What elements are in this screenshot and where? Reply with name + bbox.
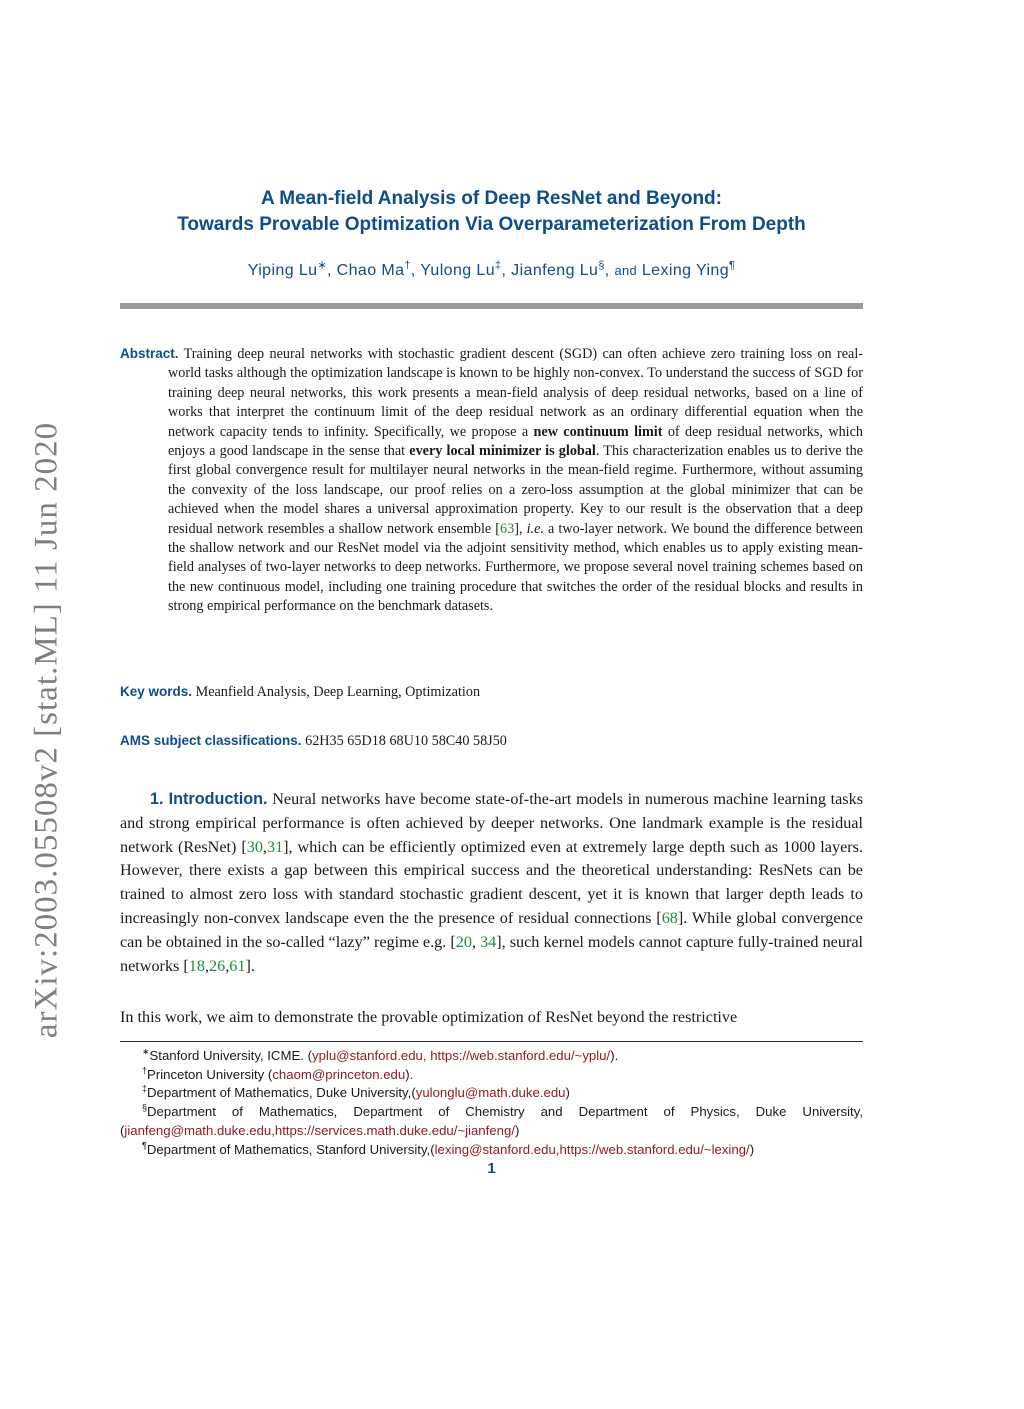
url-link[interactable]: , bbox=[422, 1048, 431, 1063]
footnote-mark: § bbox=[142, 1102, 147, 1113]
ams-text: 62H35 65D18 68U10 58C40 58J50 bbox=[301, 733, 507, 749]
footnote-stanford-math: ¶Department of Mathematics, Stanford University,(lexing@stanford.edu,https://web.stanford.edu/~lexing/) bbox=[142, 1140, 755, 1157]
footnote-mark: ‡ bbox=[142, 1084, 147, 1095]
footnote-mark: † bbox=[142, 1065, 147, 1076]
arxiv-id-vertical-label: arXiv:2003.05508v2 [stat.ML] 11 Jun 2020 bbox=[28, 421, 65, 1039]
citation-link[interactable]: 34 bbox=[480, 932, 497, 951]
citation-link[interactable]: 30 bbox=[246, 837, 263, 856]
footnote-rule bbox=[120, 1041, 863, 1042]
url-link[interactable]: lexing@stanford.edu,https://web.stanford.edu/~lexing/ bbox=[434, 1141, 750, 1157]
footnote-stanford: ∗Stanford University, ICME. (yplu@stanford.edu, https://web.stanford.edu/~yplu/). bbox=[142, 1046, 619, 1063]
url-link[interactable]: yulonglu@math.duke.edu bbox=[415, 1085, 566, 1101]
citation-link[interactable]: 31 bbox=[266, 837, 284, 856]
ams-label: AMS subject classifications. bbox=[120, 733, 302, 748]
header-rule-bar bbox=[120, 303, 863, 309]
abstract-section bbox=[120, 344, 863, 617]
url-link[interactable]: https://web.stanford.edu/~yplu/ bbox=[430, 1048, 611, 1063]
page-number: 1 bbox=[487, 1160, 496, 1177]
abstract-text: Training deep neural networks with stochastic gradient descent (SGD) can often achieve zero training loss on real-world tasks although the optimization landscape is known to be highly non-convex. To understand the success of SGD for training deep neural networks, this work presents a mean-field analysis of deep residual networks, based on a line of works that interpret the continuum limit of the deep residual network as an ordinary differential equation when the network capacity tends to infinity. Specifically, we propose a new continuum limit of deep residual networks, which enjoys a good landscape in the sense that every local minimizer is global. This characterization enables us to derive the first global convergence result for multilayer neural networks in the mean-field regime. Furthermore, without assuming the convexity of the loss landscape, our proof relies on a zero-loss assumption at the global minimizer that can be achieved when the model shares a universal approximation property. Key to our result is the observation that a deep residual network resembles a shallow network ensemble [63], i.e. a two-layer network. We bound the difference between the shallow network and our ResNet model via the adjoint sensitivity method, which enables us to apply existing mean-field analyses of two-layer networks to deep networks. Furthermore, we propose several novel training schemes based on the new continuous model, including one training procedure that switches the order of the residual blocks and results in strong empirical performance on the benchmark datasets. bbox=[168, 346, 863, 615]
introduction-heading: 1. Introduction. bbox=[150, 790, 268, 808]
keywords-text: Meanfield Analysis, Deep Learning, Optimization bbox=[192, 684, 481, 700]
introduction-paragraph-1: Neural networks have become state-of-the-art models in numerous machine learning tasks and strong empirical performance is often achieved by deeper networks. One landmark example is the residual network (ResNet) [30,31], which can be efficiently optimized even at extremely large depth such as 1000 layers. However, there exists a gap between this empirical success and the theoretical understanding: ResNets can be trained to almost zero loss with standard stochastic gradient descent, yet it is known that larger depth leads to increasingly non-convex landscape even the the presence of residual connections [68]. While global convergence can be obtained in the so-called “lazy” regime e.g. [20, 34], such kernel models cannot capture fully-trained neural networks [18,26,61]. bbox=[120, 790, 864, 975]
footnote-duke-multi: §Department of Mathematics, Department of Chemistry and Department of Physics, Duke University,(jianfeng@math.duke.edu,https://services.math.duke.edu/~jianfeng/) bbox=[120, 1102, 863, 1138]
citation-link[interactable]: 61 bbox=[229, 956, 246, 975]
footnote-mark: ∗ bbox=[142, 1046, 150, 1057]
citation-link[interactable]: 63 bbox=[500, 520, 515, 537]
keywords-label: Key words. bbox=[120, 684, 193, 699]
url-link[interactable]: chaom@princeton.edu bbox=[272, 1066, 406, 1082]
url-link[interactable]: jianfeng@math.duke.edu,https://services.math.duke.edu/~jianfeng/ bbox=[124, 1122, 515, 1138]
paper-title bbox=[120, 186, 863, 238]
paper-title-line2: Towards Provable Optimization Via Overparameterization From Depth bbox=[177, 214, 806, 235]
citation-link[interactable]: 18 bbox=[188, 956, 205, 975]
abstract-label: Abstract. bbox=[120, 346, 179, 361]
citation-link[interactable]: 20 bbox=[455, 932, 472, 951]
ams-section bbox=[120, 733, 863, 750]
footnote-princeton: †Princeton University (chaom@princeton.edu). bbox=[142, 1065, 414, 1082]
introduction-paragraph-2: In this work, we aim to demonstrate the provable optimization of ResNet beyond the restrictive bbox=[120, 1008, 738, 1026]
url-link[interactable]: yplu@stanford.edu bbox=[311, 1048, 423, 1063]
author-list: Yiping Lu∗, Chao Ma†, Yulong Lu‡, Jianfeng Lu§, and Lexing Ying¶ bbox=[247, 259, 736, 279]
citation-link[interactable]: 26 bbox=[209, 956, 226, 975]
keywords-section bbox=[120, 684, 863, 701]
paper-title-line1: A Mean-field Analysis of Deep ResNet and Beyond: bbox=[260, 188, 722, 209]
footnotes-section bbox=[120, 1047, 863, 1159]
citation-link[interactable]: 68 bbox=[661, 908, 678, 927]
introduction-section bbox=[120, 788, 863, 978]
footnote-mark: ¶ bbox=[142, 1140, 147, 1151]
footnote-duke-math: ‡Department of Mathematics, Duke University,(yulonglu@math.duke.edu) bbox=[142, 1084, 570, 1101]
abstract-paragraph bbox=[120, 344, 863, 617]
